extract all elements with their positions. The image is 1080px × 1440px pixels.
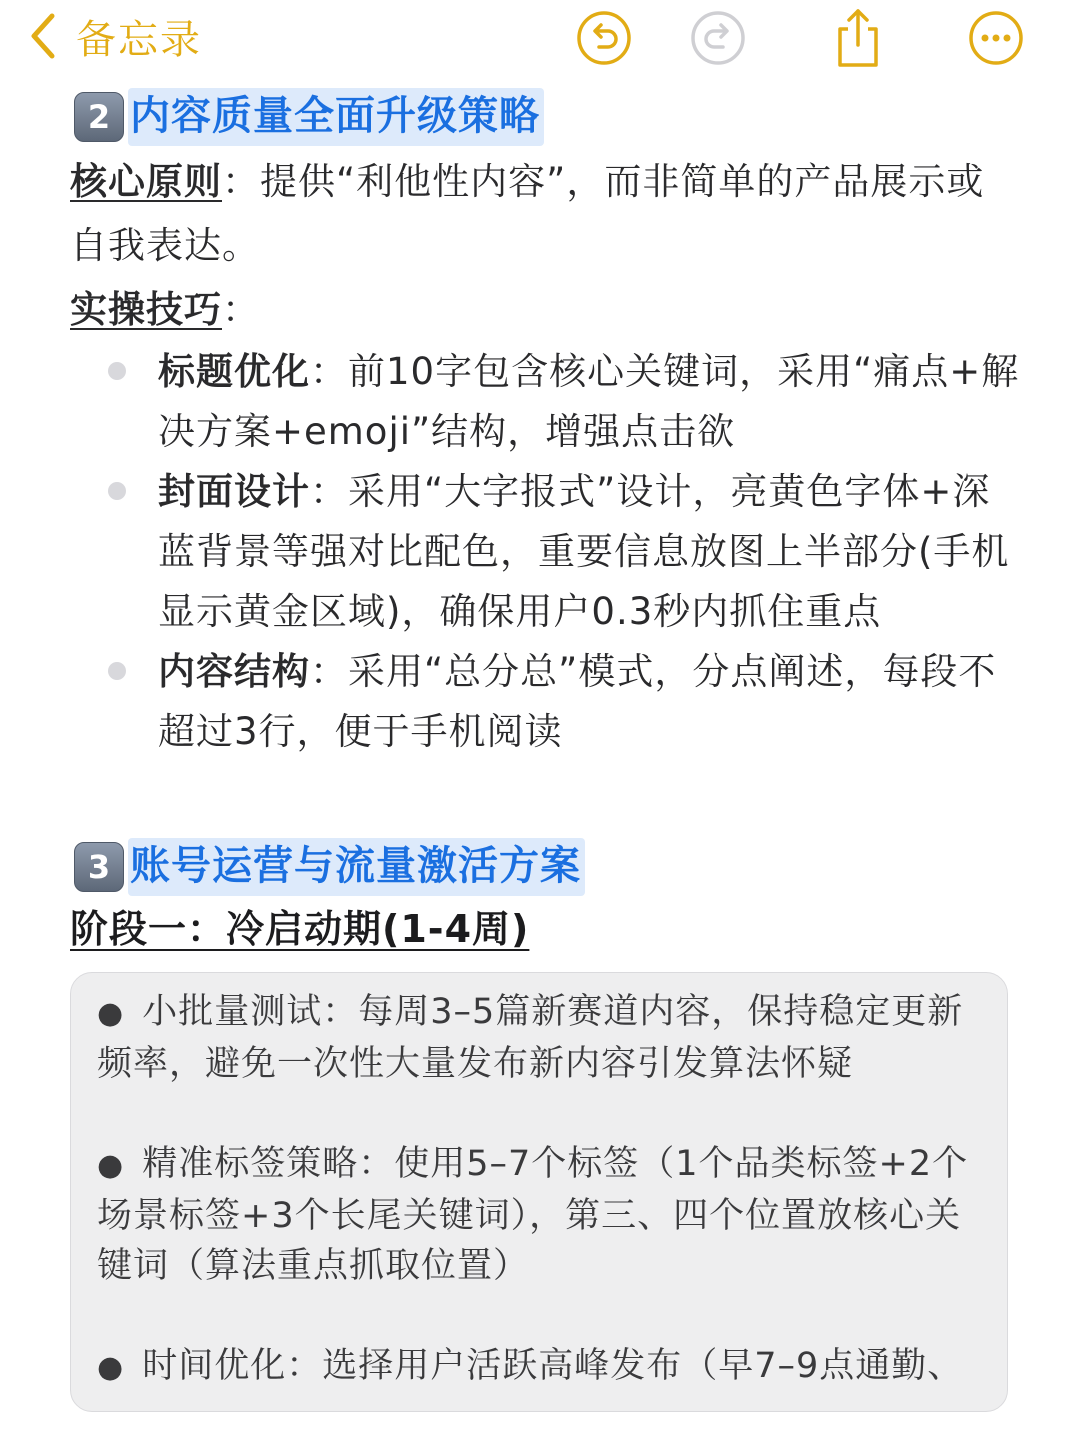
chevron-left-icon (28, 12, 58, 60)
bullet-text: ：采用“大字报式”设计，亮黄色字体+深蓝背景等强对比配色，重要信息放图上半部分(手机显示黄金区域)，确保用户0.3秒内抓住重点 (158, 470, 1010, 633)
number-badge-2: 2 (74, 92, 124, 142)
bullet-label: 标题优化 (158, 350, 310, 393)
bullet-text: ：采用“总分总”模式，分点阐述，每段不超过3行，便于手机阅读 (158, 650, 997, 753)
core-principle-text: ：提供“利他性内容”，而非简单的产品展示或自我表达。 (70, 160, 985, 267)
quote-item: ● 时间优化：选择用户活跃高峰发布（早7–9点通勤、 (97, 1346, 964, 1386)
blank-line (70, 762, 1020, 838)
bullet-dot-icon (108, 362, 126, 380)
more-icon (967, 9, 1025, 67)
list-item (70, 462, 1020, 642)
section-title-3: 账号运营与流量激活方案 (128, 838, 585, 896)
share-button[interactable] (828, 8, 888, 68)
back-button[interactable] (28, 8, 202, 64)
core-principle-label: 核心原则 (70, 160, 222, 203)
undo-button[interactable] (574, 8, 634, 68)
bullet-text: ：前10字包含核心关键词，采用“痛点+解决方案+emoji”结构，增强点击欲 (158, 350, 1020, 453)
section-heading-3 (70, 838, 1020, 896)
bullet-dot-icon (108, 662, 126, 680)
bullet-dot-icon: ● (97, 1350, 125, 1385)
bullet-label: 封面设计 (158, 470, 310, 513)
quote-item: ● 小批量测试：每周3–5篇新赛道内容，保持稳定更新频率，避免一次性大量发布新内容引发算法怀疑 (97, 992, 964, 1084)
note-body[interactable] (70, 88, 1020, 1412)
core-principle-paragraph (70, 150, 1020, 278)
tips-list (70, 342, 1020, 762)
list-item (70, 642, 1020, 762)
bullet-label: 内容结构 (158, 650, 310, 693)
share-icon (830, 7, 886, 69)
redo-icon (689, 9, 747, 67)
list-item (70, 342, 1020, 462)
bullet-dot-icon: ● (97, 996, 125, 1031)
quote-item: ● 精准标签策略：使用5–7个标签（1个品类标签+2个场景标签+3个长尾关键词），第三、四个位置放核心关键词（算法重点抓取位置） (97, 1144, 969, 1286)
stage-title: 阶段一：冷启动期(1-4周) (70, 907, 530, 951)
tips-heading (70, 278, 1020, 342)
back-label: 备忘录 (76, 16, 202, 63)
bullet-dot-icon: ● (97, 1148, 125, 1183)
undo-icon (575, 9, 633, 67)
section-heading-2 (70, 88, 1020, 146)
block-quote (70, 972, 1008, 1412)
bullet-dot-icon (108, 482, 126, 500)
section-title-2: 内容质量全面升级策略 (128, 88, 544, 146)
top-toolbar (0, 0, 1080, 84)
tips-colon: ： (222, 288, 260, 331)
number-badge-3: 3 (74, 842, 124, 892)
redo-button[interactable] (688, 8, 748, 68)
more-button[interactable] (966, 8, 1026, 68)
tips-label: 实操技巧 (70, 288, 222, 331)
